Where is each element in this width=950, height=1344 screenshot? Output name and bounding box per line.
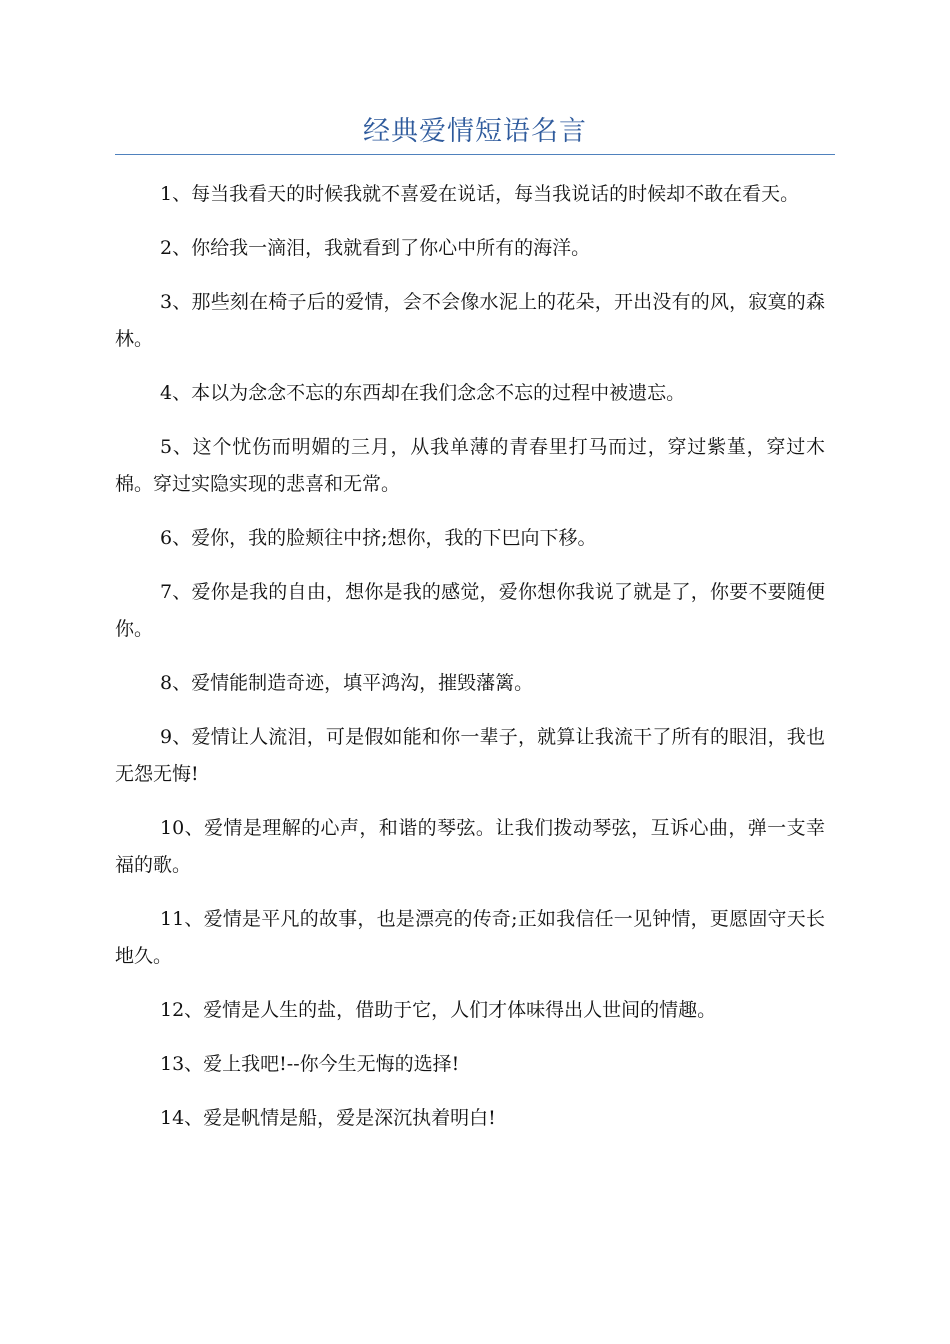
quote-item: 7、爱你是我的自由，想你是我的感觉，爱你想你我说了就是了，你要不要随便你。 (115, 581, 825, 640)
quote-item: 1、每当我看天的时候我就不喜爱在说话，每当我说话的时候却不敢在看天。 (160, 183, 800, 205)
quote-item: 5、这个忧伤而明媚的三月，从我单薄的青春里打马而过，穿过紫堇，穿过木棉。穿过实隐实现的悲喜和无常。 (115, 436, 825, 495)
quote-item: 13、爱上我吧!--你今生无悔的选择! (160, 1053, 460, 1075)
quote-item: 4、本以为念念不忘的东西却在我们念念不忘的过程中被遗忘。 (160, 382, 686, 404)
quote-item: 14、爱是帆情是船，爱是深沉执着明白! (160, 1107, 496, 1129)
quote-item: 12、爱情是人生的盐，借助于它，人们才体味得出人世间的情趣。 (160, 999, 717, 1021)
quote-list (115, 176, 825, 1154)
quote-item: 11、爱情是平凡的故事，也是漂亮的传奇;正如我信任一见钟情，更愿固守天长地久。 (115, 908, 825, 967)
quote-item: 9、爱情让人流泪，可是假如能和你一辈子，就算让我流干了所有的眼泪，我也无怨无悔! (115, 726, 825, 785)
title-underline (115, 154, 835, 155)
quote-item: 6、爱你，我的脸颊往中挤;想你，我的下巴向下移。 (160, 527, 597, 549)
quote-item: 3、那些刻在椅子后的爱情，会不会像水泥上的花朵，开出没有的风，寂寞的森林。 (115, 291, 825, 350)
quote-item: 10、爱情是理解的心声，和谐的琴弦。让我们拨动琴弦，互诉心曲，弹一支幸福的歌。 (115, 817, 825, 876)
page-title: 经典爱情短语名言 (363, 116, 587, 147)
quote-item: 2、你给我一滴泪，我就看到了你心中所有的海洋。 (160, 237, 591, 259)
quote-item: 8、爱情能制造奇迹，填平鸿沟，摧毁藩篱。 (160, 672, 534, 694)
